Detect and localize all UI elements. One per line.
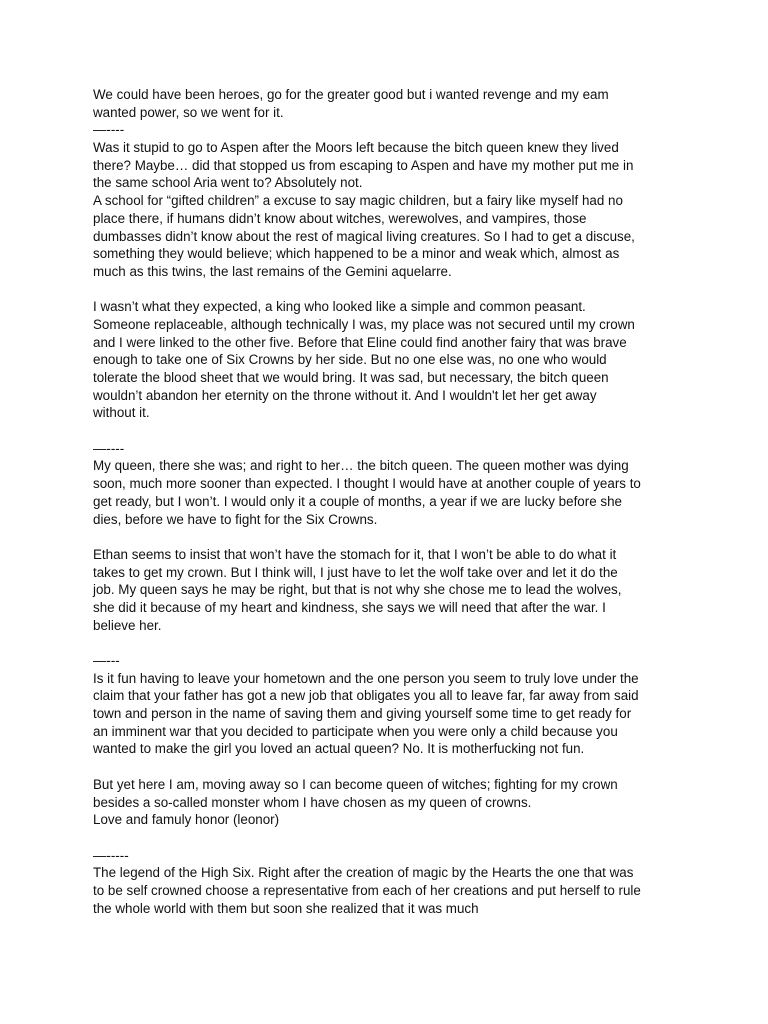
text-line: place there, if humans didn’t know about witches, werewolves, and vampires, those [93, 210, 587, 226]
text-line: My queen, there she was; and right to her… the bitch queen. The queen mother was dying [93, 458, 629, 474]
text-line: get ready, but I won’t. I would only it a couple of months, a year if we are lucky before she [93, 493, 622, 509]
text-line: town and person in the name of saving them and giving yourself some time to get ready for [93, 706, 632, 722]
text-line: an imminent war that you decided to participate when you were only a child because you [93, 723, 618, 739]
text-line: —---- [93, 122, 125, 138]
text-line: The legend of the High Six. Right after the creation of magic by the Hearts the one that was [93, 865, 634, 881]
text-line: Someone replaceable, although technically I was, my place was not secured until my crown [93, 316, 635, 332]
blank-line [93, 829, 683, 847]
text-line: tolerate the blood sheet that we would bring. It was sad, but necessary, the bitch queen [93, 370, 609, 385]
text-line: believe her. [93, 617, 162, 633]
text-line: there? Maybe… did that stopped us from escaping to Aspen and have my mother put me in [93, 157, 634, 173]
text-line: job. My queen says he may be right, but that is not why she chose me to lead the wolves, [93, 582, 622, 598]
text-line: wouldn’t abandon her eternity on the throne without it. And I wouldn't let her get away [93, 387, 597, 403]
text-line: claim that your father has got a new job that obligates you all to leave far, far away from said [93, 688, 639, 704]
text-line: to be self crowned choose a representative from each of her creations and put herself to rule [93, 882, 641, 898]
text-line: Is it fun having to leave your hometown and the one person you seem to truly love under the [93, 670, 639, 686]
text-line: the whole world with them but soon she realized that it was much [93, 900, 479, 916]
text-line: besides a so-called monster whom I have chosen as my queen of crowns. [93, 794, 532, 810]
document-text [93, 86, 683, 917]
text-line: —---- [93, 440, 125, 456]
text-line: and I were linked to the other five. Before that Eline could find another fairy that was brave [93, 334, 627, 350]
text-line: takes to get my crown. But I think will, I just have to let the wolf take over and let it do the [93, 564, 618, 580]
text-line: dumbasses didn’t know about the rest of magical living creatures. So I had to get a discuse, [93, 228, 635, 244]
text-line: she did it because of my heart and kindness, she says we will need that after the war. I [93, 599, 606, 615]
text-line: —----- [93, 847, 129, 863]
text-line: dies, before we have to fight for the Six Crowns. [93, 511, 378, 527]
blank-line [93, 281, 683, 299]
text-line: We could have been heroes, go for the greater good but i wanted revenge and my eam [93, 87, 609, 102]
blank-line [93, 634, 683, 652]
text-line: something they would believe; which happened to be a minor and weak which, almost as [93, 246, 620, 262]
text-line: Love and famuly honor (leonor) [93, 812, 280, 828]
text-line: much as this twins, the last remains of the Gemini aquelarre. [93, 263, 452, 279]
text-line: I wasn’t what they expected, a king who looked like a simple and common peasant. [93, 299, 586, 315]
blank-line [93, 758, 683, 776]
text-line: Was it stupid to go to Aspen after the Moors left because the bitch queen knew they lived [93, 140, 619, 156]
text-line: —--- [93, 653, 120, 668]
text-line: without it. [93, 405, 150, 421]
text-line: But yet here I am, moving away so I can become queen of witches; fighting for my crown [93, 776, 618, 792]
blank-line [93, 422, 683, 440]
text-line: the same school Aria went to? Absolutely not. [93, 175, 363, 191]
text-line: Ethan seems to insist that won’t have the stomach for it, that I won’t be able to do what it [93, 546, 617, 562]
text-line: A school for “gifted children” a excuse to say magic children, but a fairy like myself had no [93, 193, 623, 209]
text-line: enough to take one of Six Crowns by her side. But no one else was, no one who would [93, 352, 607, 368]
blank-line [93, 528, 683, 546]
text-line: wanted to make the girl you loved an actual queen? No. It is motherfucking not fun. [93, 741, 585, 757]
text-line: soon, much more sooner than expected. I thought I would have at another couple of years to [93, 476, 641, 492]
text-line: wanted power, so we went for it. [93, 104, 284, 120]
